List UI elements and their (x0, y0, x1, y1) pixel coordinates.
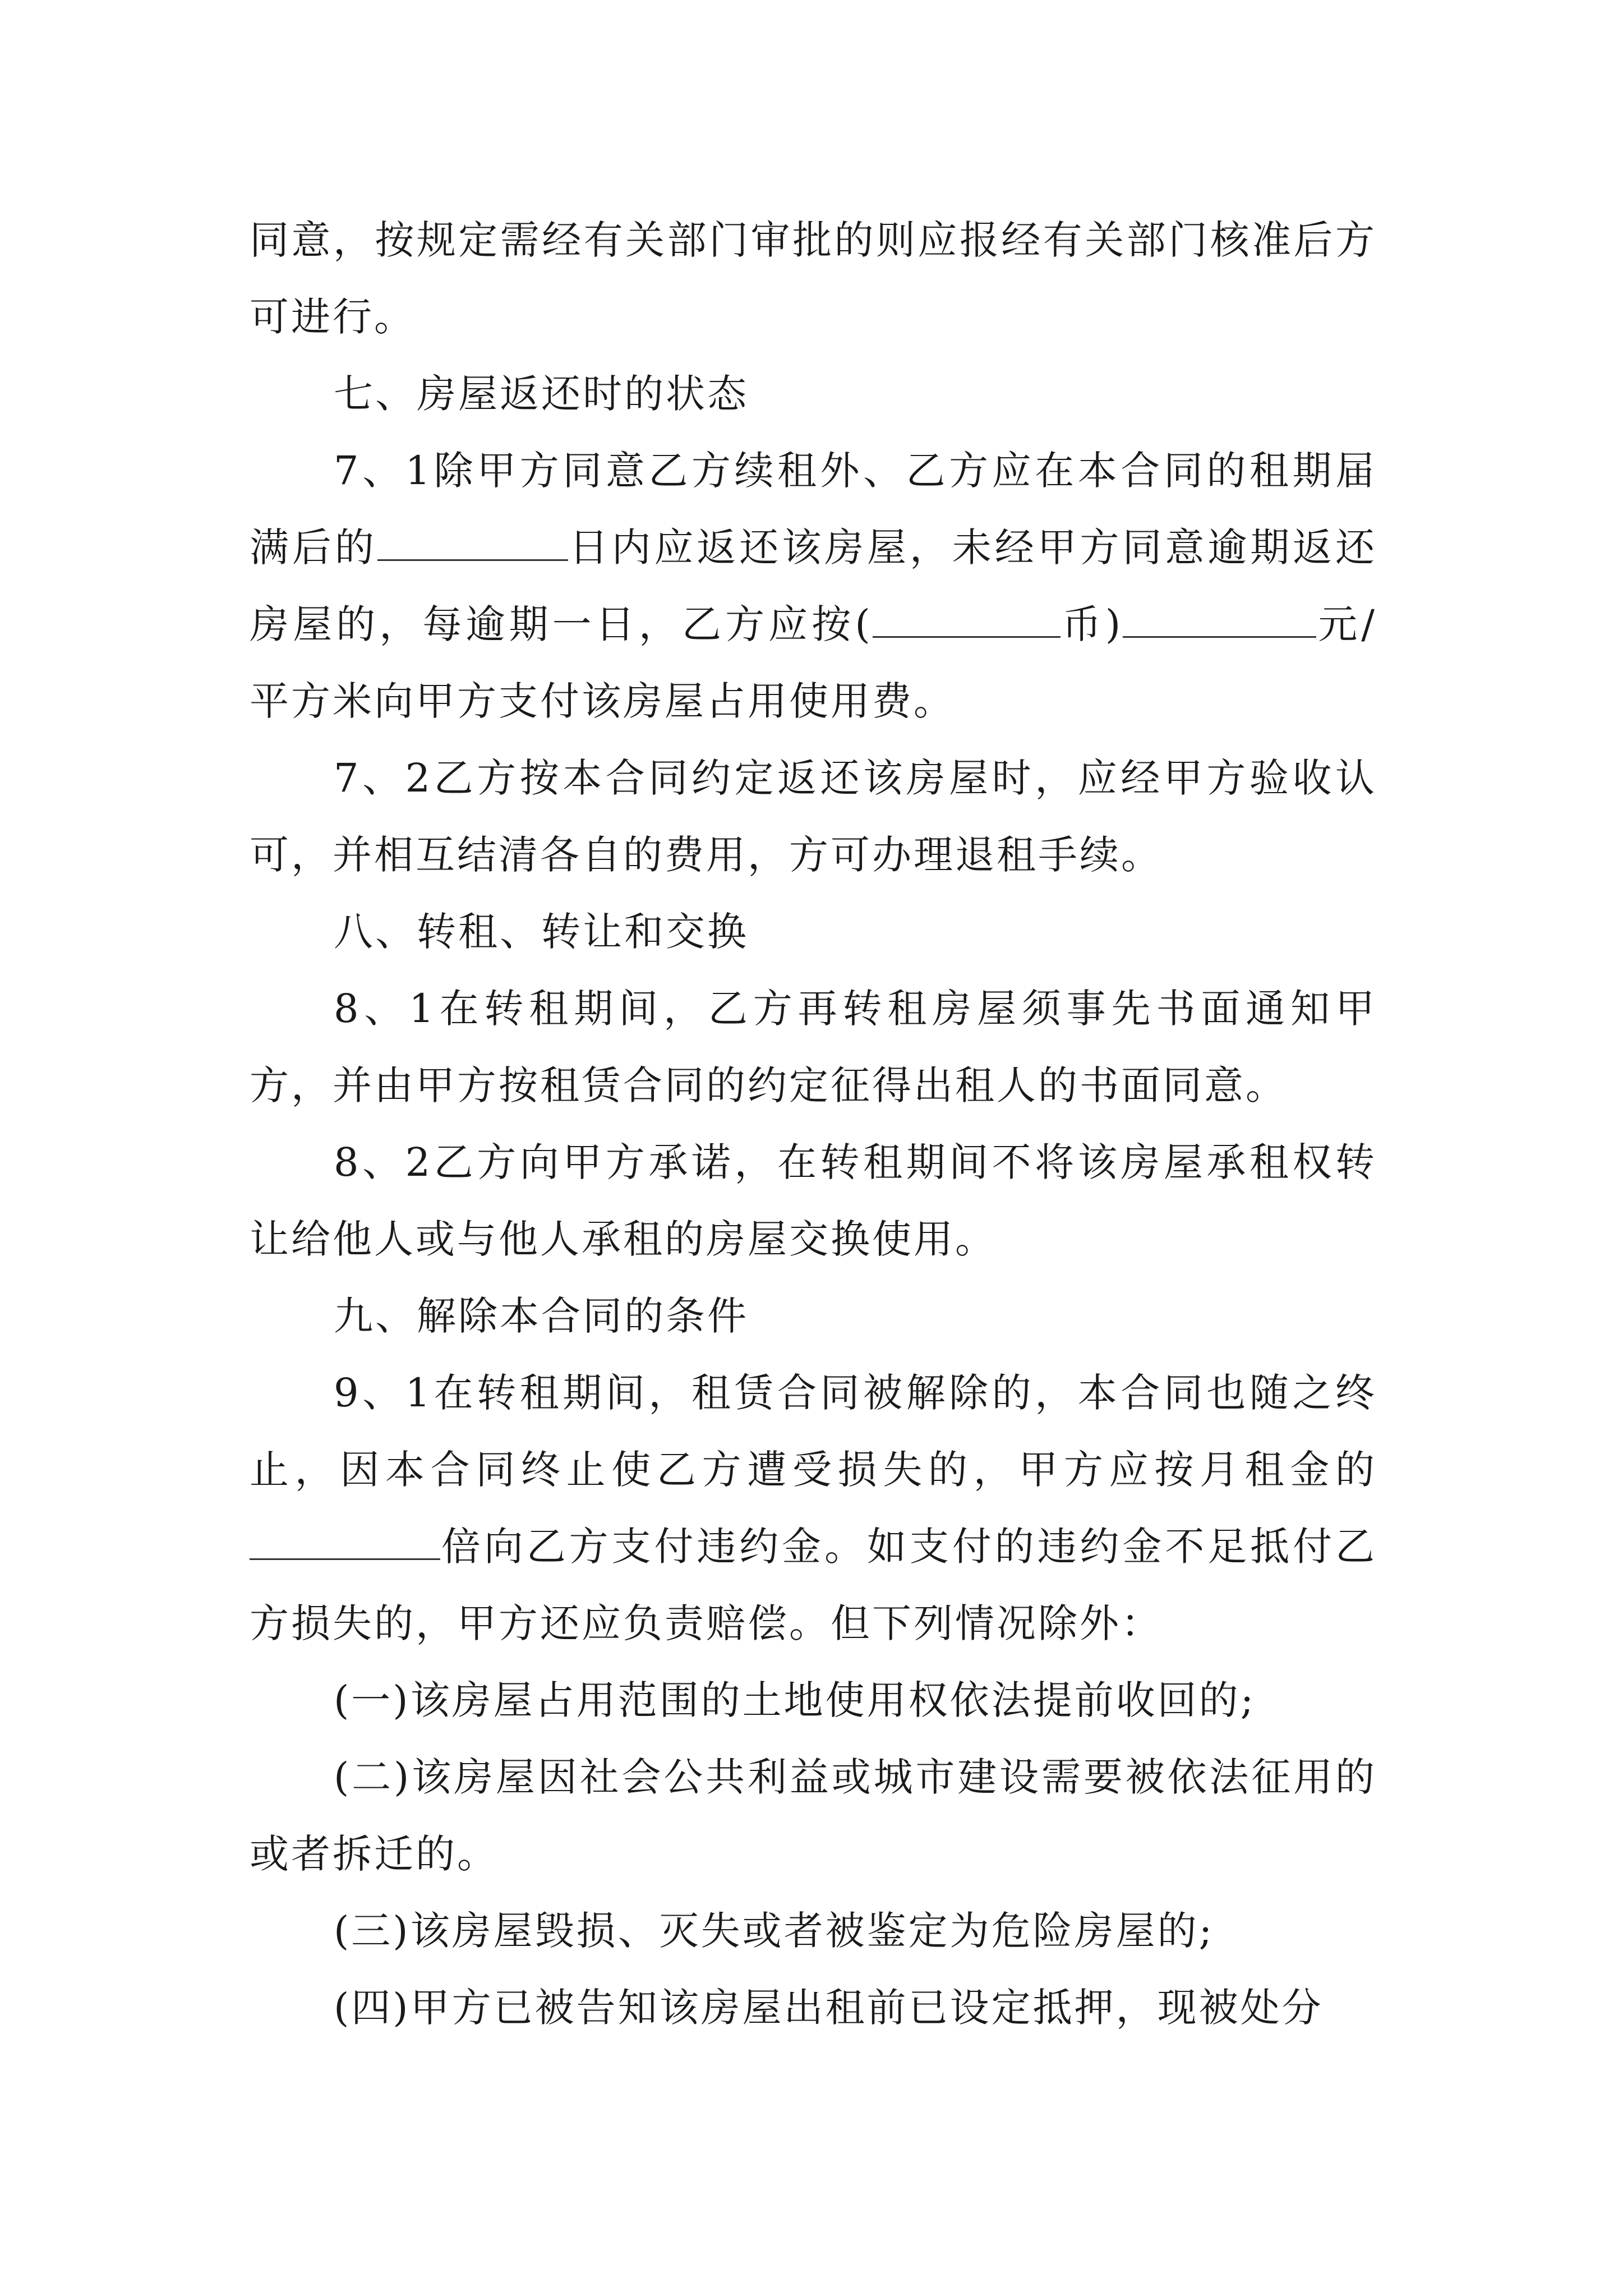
blank-rate (1123, 599, 1316, 638)
clause-9-1-text-a: 9、1在转租期间，租赁合同被解除的，本合同也随之终止，因本合同终止使乙方遭受损失的，甲方应按月租金的 (250, 1370, 1377, 1493)
section-heading-9: 九、解除本合同的条件 (334, 1293, 749, 1339)
section-heading-8: 八、转租、转让和交换 (334, 909, 749, 955)
exception-item-3: (三)该房屋毁损、灭失或者被鉴定为危险房屋的; (334, 1908, 1215, 1954)
clause-7-1-text-c: 币) (1060, 601, 1123, 647)
clause-9-1 (250, 1355, 1377, 1662)
clause-7-1-text-d: 元/平方米向甲方支付该房屋占用使用费。 (250, 601, 1377, 724)
exception-item-1: (一)该房屋占用范围的土地使用权依法提前收回的; (334, 1677, 1256, 1723)
paragraph-approval: 同意，按规定需经有关部门审批的则应报经有关部门核准后方可进行。 (250, 217, 1377, 340)
clause-8-1: 8、1在转租期间，乙方再转租房屋须事先书面通知甲方，并由甲方按租赁合同的约定征得出租人的书面同意。 (250, 986, 1377, 1108)
blank-multiple (250, 1521, 440, 1560)
exception-item-4: (四)甲方已被告知该房屋出租前已设定抵押，现被处分 (334, 1985, 1324, 2031)
clause-8-2: 8、2乙方向甲方承诺，在转租期间不将该房屋承租权转让给他人或与他人承租的房屋交换使用。 (250, 1139, 1377, 1262)
blank-days (377, 522, 568, 561)
section-heading-7: 七、房屋返还时的状态 (334, 371, 749, 417)
clause-7-1 (250, 432, 1377, 740)
clause-9-1-text-b: 倍向乙方支付违约金。如支付的违约金不足抵付乙方损失的，甲方还应负责赔偿。但下列情况除外： (250, 1524, 1377, 1646)
clause-7-2: 7、2乙方按本合同约定返还该房屋时，应经甲方验收认可，并相互结清各自的费用，方可办理退租手续。 (250, 755, 1377, 878)
document-body (250, 202, 1377, 2046)
blank-currency (873, 599, 1061, 638)
clause-7-1-text-a: 7、1除甲方同意乙方续租外、乙方应在本合同的租期届满后的 (250, 448, 1377, 570)
exception-item-2: (二)该房屋因社会公共利益或城市建设需要被依法征用的或者拆迁的。 (250, 1754, 1377, 1877)
clause-7-1-text-b: 日内应返还该房屋，未经甲方同意逾期返还房屋的，每逾期一日，乙方应按( (250, 524, 1377, 647)
